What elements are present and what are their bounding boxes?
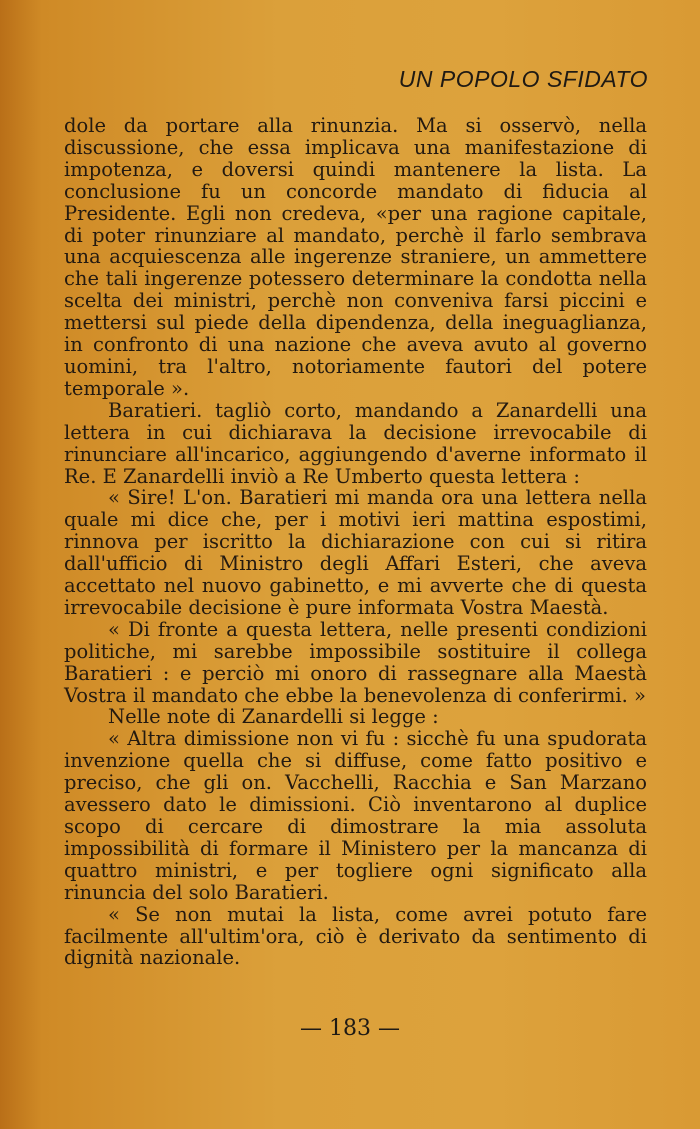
running-title: UN POPOLO SFIDATO [398,66,648,92]
paragraph: Nelle note di Zanardelli si legge : [108,705,439,729]
paragraph: « Altra dimissione non vi fu : sicchè fu una spudorata invenzione quella che si diffuse, come fatto positivo e preciso, che gli on. Vacchelli, Racchia e San Marzano avessero dato le dimissioni. Ciò inventarono al duplice scopo di cercare di dimostrare la mia assoluta impossibilità di formare il Ministero per la mancanza di quattro ministri, e per togliere ogni significato alla rinuncia del solo Baratieri. [64,727,647,904]
body-text [64,115,647,969]
paragraph: « Sire! L'on. Baratieri mi manda ora una lettera nella quale mi dice che, per i motivi ieri mattina espostimi, rinnova per iscritto la dichiarazione con cui si ritira dall'ufficio di Ministro degli Affari Esteri, che aveva accettato nel nuovo gabinetto, e mi avverte che di questa irrevocabile decisione è pure informata Vostra Maestà. [64,486,647,619]
paragraph: Baratieri. tagliò corto, mandando a Zanardelli una lettera in cui dichiarava la decisione irrevocabile di rinunciare all'incarico, aggiungendo d'averne informato il Re. E Zanardelli inviò a Re Umberto questa lettera : [64,398,647,488]
paragraph: « Di fronte a questa lettera, nelle presenti condizioni politiche, mi sarebbe impossibile sostituire il collega Baratieri : e perciò mi onoro di rassegnare alla Maestà Vostra il mandato che ebbe la benevolenza di conferirmi. » [64,617,647,707]
paragraph: « Se non mutai la lista, come avrei potuto fare facilmente all'ultim'ora, ciò è derivato da sentimento di dignità nazionale. [64,902,647,970]
paragraph: dole da portare alla rinunzia. Ma si osservò, nella discussione, che essa implicava una manifestazione di impotenza, e doversi quindi mantenere la lista. La conclusione fu un concorde mandato di fiducia al Presidente. Egli non credeva, «per una ragione capitale, di poter rinunziare al mandato, perchè il farlo sembrava una acquiescenza alle ingerenze straniere, un ammettere che tali ingerenze potessero determinare la condotta nella scelta dei ministri, perchè non conveniva farsi piccini e mettersi sul piede della dipendenza, della ineguaglianza, in confronto di una nazione che aveva avuto al governo uomini, tra l'altro, notoriamente fautori del potere temporale ». [64,114,647,400]
page-number: — 183 — [300,1016,400,1041]
